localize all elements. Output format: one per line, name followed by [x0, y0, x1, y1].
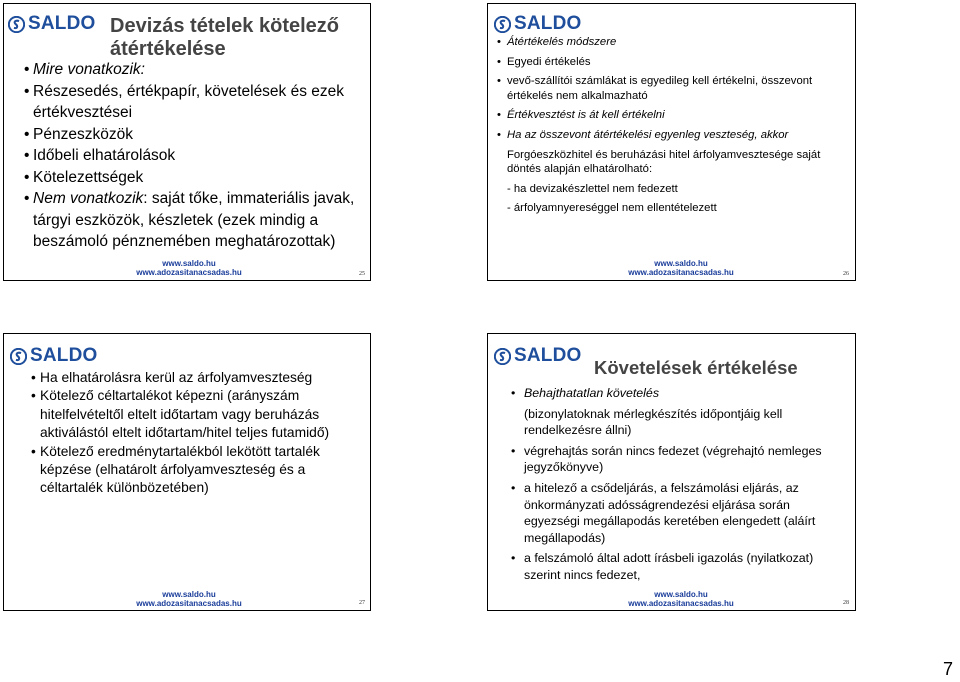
saldo-logo	[494, 13, 582, 35]
footer-link-saldo[interactable]: www.saldo.hu	[654, 259, 708, 268]
list-item: • végrehajtás során nincs fedezet (végrehajtó nemleges jegyzőkönyve)	[511, 443, 822, 475]
slide-28	[487, 333, 856, 611]
saldo-logo-icon	[8, 16, 25, 33]
page-number: 7	[942, 659, 953, 679]
slide-title: Devizás tételek kötelező átértékelése	[110, 15, 339, 60]
slide-number: 27	[359, 600, 365, 606]
saldo-logo-icon	[494, 348, 511, 365]
list-item: • Egyedi értékelés	[497, 55, 591, 68]
saldo-logo	[8, 13, 96, 35]
list-item: • vevő-szállítói számlákat is egyedileg kell értékelni, összevont értékelés nem alkalmazható	[497, 75, 813, 102]
bullet-list	[511, 385, 841, 584]
footer-link-adozasi[interactable]: www.adozasitanacsadas.hu	[628, 268, 734, 277]
list-item: • Időbeli elhatárolások	[24, 147, 176, 164]
list-item: • Részesedés, értékpapír, követelések és ezek értékvesztései	[24, 82, 345, 121]
list-item: • a hitelező a csődeljárás, a felszámolási eljárás, az önkormányzati adósságrendezési eljárása során egyezségi megállapodás keretében elengedett (aláírt megállapodás)	[511, 480, 816, 545]
slide-27	[3, 333, 371, 611]
saldo-logo	[10, 345, 98, 367]
footer-links	[616, 590, 746, 608]
slide-title: Követelések értékelése	[594, 357, 798, 378]
slide-26	[487, 3, 856, 281]
footer-links	[616, 259, 746, 277]
logo-text: SALDO	[30, 345, 98, 366]
list-item: - árfolyamnyereséggel nem ellentételezett	[507, 202, 717, 215]
list-item: • Átértékelés módszere	[497, 36, 617, 48]
footer-links	[124, 259, 254, 277]
footer-link-saldo[interactable]: www.saldo.hu	[162, 590, 216, 599]
slide-number: 28	[843, 600, 849, 606]
list-item: • Pénzeszközök	[24, 125, 133, 143]
list-item: • Nem vonatkozik: saját tőke, immateriális javak, tárgyi eszközök, készletek (ezek mindig a beszámoló pénznemében meghatározottak)	[24, 190, 355, 250]
logo-text: SALDO	[514, 345, 582, 366]
footer-link-adozasi[interactable]: www.adozasitanacsadas.hu	[136, 268, 242, 277]
slide-25	[3, 3, 371, 281]
bullet-list	[24, 59, 369, 253]
list-item: - ha devizakészlettel nem fedezett	[507, 182, 678, 195]
bullet-list	[31, 369, 361, 498]
logo-text: SALDO	[514, 13, 582, 34]
list-item: • Mire vonatkozik:	[24, 61, 145, 78]
list-item: • Értékvesztést is át kell értékelni	[497, 109, 665, 122]
list-item: • Ha elhatárolásra kerül az árfolyamveszteség	[31, 370, 313, 385]
list-item: • a felszámoló által adott írásbeli igazolás (nyilatkozat) szerint nincs fedezet,	[511, 551, 814, 582]
footer-link-adozasi[interactable]: www.adozasitanacsadas.hu	[628, 599, 734, 608]
slide-number: 25	[359, 271, 365, 277]
list-item: • Kötelező eredménytartalékból lekötött tartalék képzése (elhatárolt árfolyamveszteség és a céltartalék különbözetében)	[31, 443, 320, 496]
list-item: (bizonylatoknak mérlegkészítés időpontjáig kell rendelkezésre állni)	[524, 406, 783, 438]
footer-link-adozasi[interactable]: www.adozasitanacsadas.hu	[136, 599, 242, 608]
list-item: • Kötelező céltartalékot képezni (arányszám hitelfelvételtől eltelt időtartam vagy beruházás aktiválástól eltelt időtartam/hitel teljes futamidő)	[31, 388, 330, 441]
list-item: • Ha az összevont átértékelési egyenleg veszteség, akkor	[497, 128, 789, 141]
slide-number: 26	[843, 271, 849, 277]
footer-link-saldo[interactable]: www.saldo.hu	[654, 590, 708, 599]
footer-link-saldo[interactable]: www.saldo.hu	[162, 259, 216, 268]
logo-text: SALDO	[28, 13, 96, 34]
list-item: • Behajthatatlan követelés	[511, 386, 660, 400]
bullet-list	[497, 35, 847, 216]
saldo-logo-icon	[494, 16, 511, 33]
saldo-logo-icon	[10, 348, 27, 365]
footer-links	[124, 590, 254, 608]
saldo-logo	[494, 345, 582, 367]
list-item: Forgóeszközhitel és beruházási hitel árfolyamvesztesége saját döntés alapján elhatárolható:	[507, 148, 821, 176]
list-item: • Kötelezettségek	[24, 168, 144, 186]
